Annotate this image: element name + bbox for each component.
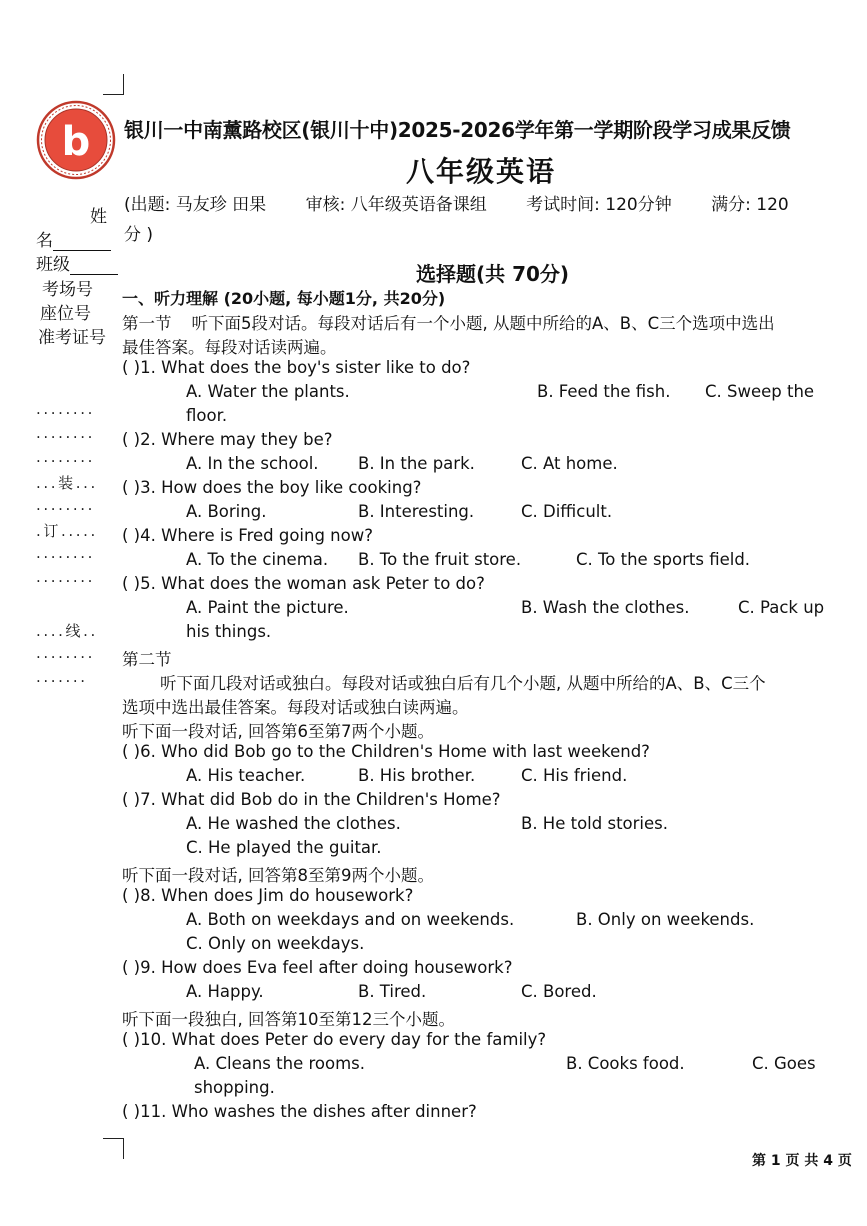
question-stem: ( )11. Who washes the dishes after dinner? [122,1102,477,1121]
name-blank[interactable] [53,232,111,251]
question-stem: ( )4. Where is Fred going now? [122,526,373,545]
listening-prompt: 听下面一段独白, 回答第10至第12三个小题。 [122,1010,455,1029]
field-name [36,226,111,251]
exam-meta [124,192,839,218]
option-b: B. To the fruit store. [358,550,522,569]
binding-label-zhuang: ...装... [36,474,98,492]
option-b: B. Interesting. [358,502,475,521]
option-a: A. He washed the clothes. [186,814,401,833]
option-a: A. Paint the picture. [186,598,349,617]
section-title: 选择题(共 70分) [416,262,570,286]
binding-label-xian: ....线.. [36,622,98,640]
field-ticket-label: 准考证号 [38,328,106,348]
option-b: B. He told stories. [521,814,669,833]
class-blank[interactable] [70,256,118,275]
option-c: C. At home. [521,454,618,473]
question-stem: ( )7. What did Bob do in the Children's Home? [122,790,501,809]
binding-dots: ........ [36,644,95,662]
option-b: B. Wash the clothes. [521,598,690,617]
option-c: C. His friend. [521,766,628,785]
part-title: 一、听力理解 (20小题, 每小题1分, 共20分) [122,289,446,308]
option-b: B. In the park. [358,454,475,473]
option-b: B. Feed the fish. [537,382,671,401]
meta-reviewer: 审核: 八年级英语备课组 [305,195,487,215]
option-b: B. Only on weekends. [576,910,755,929]
page-number: 第 1 页 共 4 页 [752,1153,852,1169]
option-a: A. Water the plants. [186,382,350,401]
option-c: C. To the sports field. [576,550,751,569]
question-stem: ( )1. What does the boy's sister like to do? [122,358,471,377]
crop-mark-top [103,74,124,95]
field-class [36,250,118,275]
field-seat-label: 座位号 [40,304,91,324]
option-b: B. Tired. [358,982,427,1001]
option-c: C. Goes [752,1054,816,1073]
option-a: A. Both on weekdays and on weekends. [186,910,515,929]
option-c: C. He played the guitar. [186,838,382,857]
question-stem: ( )6. Who did Bob go to the Children's Home with last weekend? [122,742,650,761]
option-c-cont: shopping. [194,1078,275,1097]
field-name-label: 名 [36,231,53,251]
option-a: A. To the cinema. [186,550,329,569]
binding-dots: ........ [36,448,95,466]
part2-heading: 第二节 [122,650,172,669]
listening-prompt: 听下面一段对话, 回答第8至第9两个小题。 [122,866,434,885]
option-a: A. Boring. [186,502,267,521]
question-stem: ( )5. What does the woman ask Peter to do? [122,574,485,593]
binding-dots: ........ [36,544,95,562]
logo-letter: b [61,119,91,165]
option-a: A. In the school. [186,454,319,473]
option-c-cont: floor. [186,406,228,425]
binding-dots: ........ [36,568,95,586]
meta-score: 满分: 120 [711,195,789,215]
field-name-label-top: 姓 [90,207,107,227]
option-c: C. Difficult. [521,502,613,521]
option-c: C. Only on weekdays. [186,934,365,953]
part1-instruction [122,310,775,334]
exam-subtitle: 八年级英语 [405,155,556,188]
question-stem: ( )8. When does Jim do housework? [122,886,414,905]
option-c: C. Bored. [521,982,597,1001]
option-b: B. Cooks food. [566,1054,685,1073]
binding-dots: ........ [36,496,95,514]
binding-dots: ........ [36,400,95,418]
field-class-label: 班级 [36,255,70,275]
part2-instruction-1: 听下面几段对话或独白。每段对话或独白后有几个小题, 从题中所给的A、B、C三个 [160,674,766,693]
part1-instruction-1: 听下面5段对话。每段对话后有一个小题, 从题中所给的A、B、C三个选项中选出 [191,314,775,333]
part1-instruction-2: 最佳答案。每段对话读两遍。 [122,338,337,357]
option-a: A. Happy. [186,982,264,1001]
part1-heading: 第一节 [122,314,172,333]
part2-instruction-2: 选项中选出最佳答案。每段对话或独白读两遍。 [122,698,469,717]
option-a: A. Cleans the rooms. [194,1054,366,1073]
exam-title: 银川一中南薰路校区(银川十中)2025-2026学年第一学期阶段学习成果反馈 [124,118,791,142]
meta-score-cont: 分 ) [124,225,154,245]
option-c: C. Pack up [738,598,825,617]
meta-setter: (出题: 马友珍 田果 [124,195,267,215]
question-stem: ( )2. Where may they be? [122,430,333,449]
binding-dots: ........ [36,424,95,442]
question-stem: ( )10. What does Peter do every day for the family? [122,1030,547,1049]
meta-time: 考试时间: 120分钟 [526,195,672,215]
option-c-cont: his things. [186,622,272,641]
option-c: C. Sweep the [705,382,815,401]
question-stem: ( )9. How does Eva feel after doing housework? [122,958,513,977]
option-b: B. His brother. [358,766,476,785]
field-room-label: 考场号 [42,280,93,300]
crop-mark-bottom [103,1138,124,1159]
listening-prompt: 听下面一段对话, 回答第6至第7两个小题。 [122,722,434,741]
binding-label-ding: .订..... [36,522,98,540]
option-a: A. His teacher. [186,766,306,785]
binding-dots: ....... [36,668,88,686]
question-stem: ( )3. How does the boy like cooking? [122,478,422,497]
